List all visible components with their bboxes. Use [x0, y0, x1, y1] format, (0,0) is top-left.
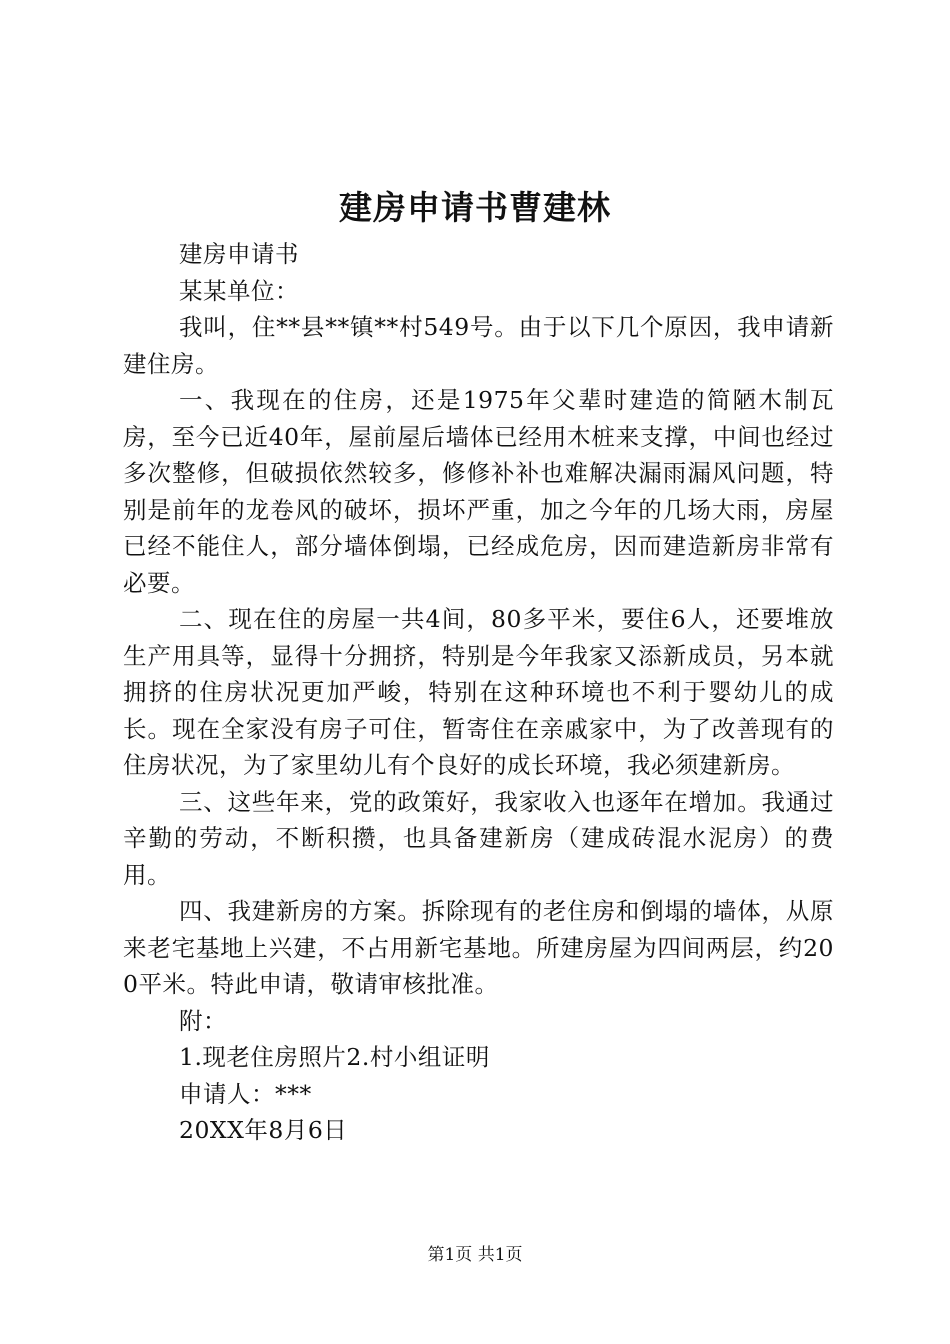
- applicant-line: 申请人：***: [179, 1079, 312, 1108]
- reason-two-paragraph: 二、现在住的房屋一共4间，80多平米，要住6人，还要堆放生产用具等，显得十分拥挤，特别是今年我家又添新成员，另本就拥挤的住房状况更加严峻，特别在这种环境也不利于婴幼儿的成长。现在全家没有房子可住，暂寄住在亲戚家中，为了改善现有的住房状况，为了家里幼儿有个良好的成长环境，我必须建新房。: [123, 605, 834, 779]
- document-body: [123, 236, 834, 1149]
- attachment-list: 1.现老住房照片2.村小组证明: [179, 1043, 490, 1071]
- document-title: 建房申请书曹建林: [339, 188, 611, 227]
- subtitle: 建房申请书: [179, 240, 299, 268]
- reason-one-paragraph: 一、我现在的住房，还是1975年父辈时建造的简陋木制瓦房，至今已近40年，屋前屋后墙体已经用木桩来支撑，中间也经过多次整修，但破损依然较多，修修补补也难解决漏雨漏风问题，特别是前年的龙卷风的破坏，损坏严重，加之今年的几场大雨，房屋已经不能住人，部分墙体倒塌，已经成危房，因而建造新房非常有必要。: [123, 386, 834, 597]
- plan-paragraph: 四、我建新房的方案。拆除现有的老住房和倒塌的墙体，从原来老宅基地上兴建，不占用新宅基地。所建房屋为四间两层，约200平米。特此申请，敬请审核批准。: [123, 897, 834, 998]
- page-footer: 第1页 共1页: [427, 1245, 523, 1265]
- date-line: 20XX年8月6日: [179, 1116, 348, 1144]
- intro-paragraph: 我叫，住**县**镇**村549号。由于以下几个原因，我申请新建住房。: [123, 313, 834, 378]
- reason-three-paragraph: 三、这些年来，党的政策好，我家收入也逐年在增加。我通过辛勤的劳动，不断积攒，也具备建新房（建成砖混水泥房）的费用。: [123, 787, 834, 889]
- salutation: 某某单位：: [179, 276, 299, 305]
- attachment-label: 附：: [179, 1006, 227, 1035]
